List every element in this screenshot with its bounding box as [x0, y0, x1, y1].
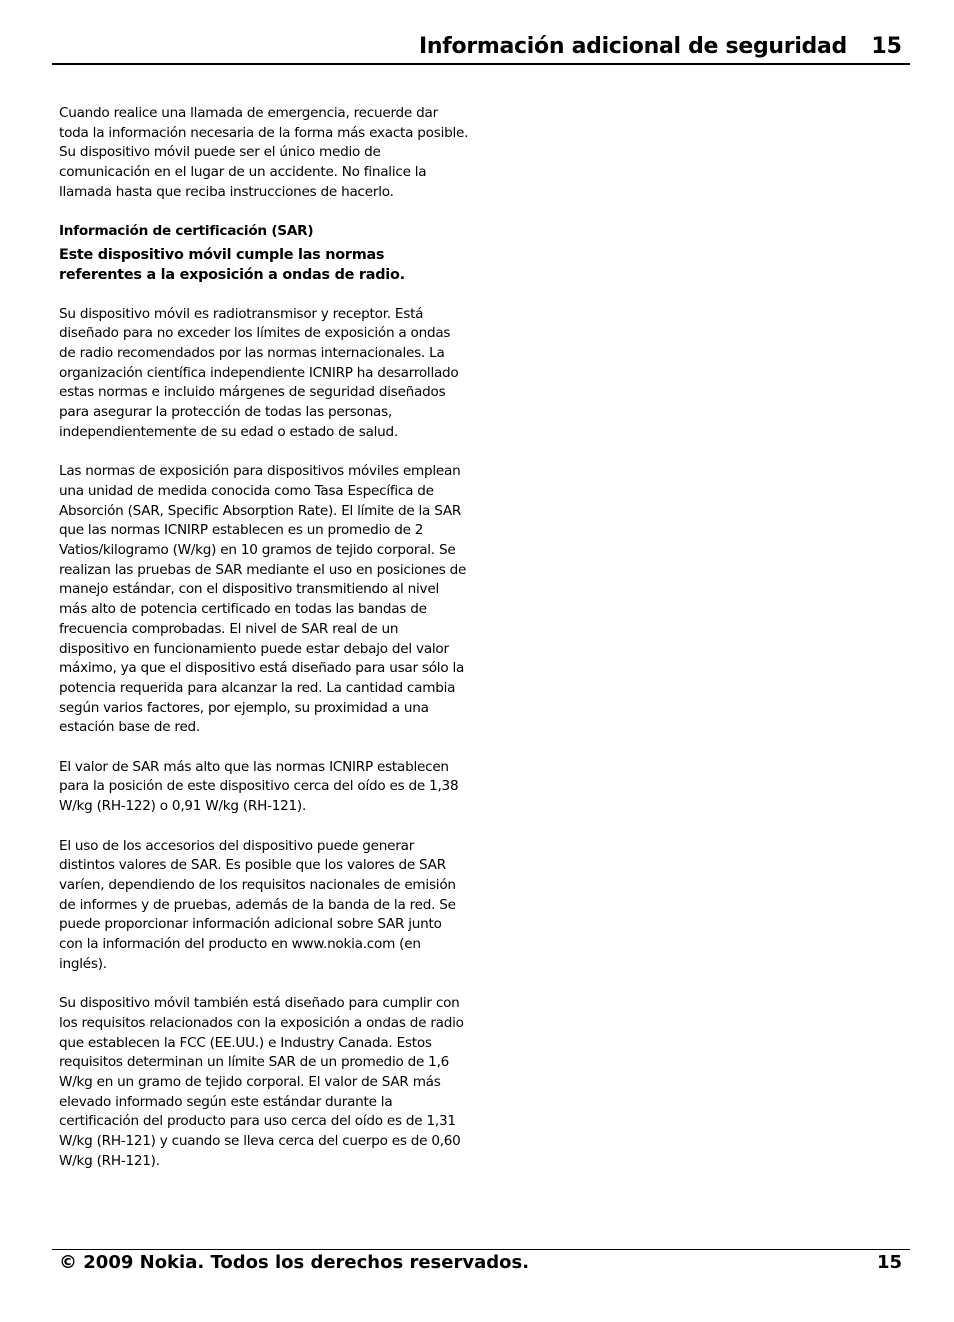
page-header-title: Información adicional de seguridad	[419, 34, 847, 59]
main-content	[59, 104, 469, 1171]
footer-page-number: 15	[876, 1252, 902, 1273]
body-paragraph: Su dispositivo móvil también está diseñado para cumplir con los requisitos relacionados con la exposición a ondas de radio que establecen la FCC (EE.UU.) e Industry Canada. Estos requisitos determinan un límite SAR de un promedio de 1,6 W/kg en un gramo de tejido corporal. El valor de SAR más elevado informado según este estándar durante la certificación del producto para uso cerca del oído es de 1,31 W/kg (RH-121) y cuando se lleva cerca del cuerpo es de 0,60 W/kg (RH-121).	[59, 995, 464, 1169]
section-heading: Información de certificación (SAR)	[59, 223, 314, 240]
body-paragraph: El uso de los accesorios del dispositivo puede generar distintos valores de SAR. Es posible que los valores de SAR varíen, dependiendo de los requisitos nacionales de emisión de informes y de pruebas, además de la banda de la red. Se puede proporcionar información adicional sobre SAR junto con la información del producto en www.nokia.com (en inglés).	[59, 837, 456, 972]
body-paragraph: Su dispositivo móvil es radiotransmisor y receptor. Está diseñado para no exceder los límites de exposición a ondas de radio recomendados por las normas internacionales. La organización científica independiente ICNIRP ha desarrollado estas normas e incluido márgenes de seguridad diseñados para asegurar la protección de todas las personas, independientemente de su edad o estado de salud.	[59, 305, 459, 440]
header-divider	[52, 63, 910, 65]
emergency-paragraph: Cuando realice una llamada de emergencia, recuerde dar toda la información necesaria de la forma más exacta posible. Su dispositivo móvil puede ser el único medio de comunicación en el lugar de un accidente. No finalice la llamada hasta que reciba instrucciones de hacerlo.	[59, 105, 469, 200]
section-subheading: Este dispositivo móvil cumple las normas referentes a la exposición a ondas de radio.	[59, 246, 405, 283]
header-page-number: 15	[871, 34, 902, 59]
body-paragraph: El valor de SAR más alto que las normas ICNIRP establecen para la posición de este dispositivo cerca del oído es de 1,38 W/kg (RH-122) o 0,91 W/kg (RH-121).	[59, 758, 459, 815]
footer-copyright: © 2009 Nokia. Todos los derechos reservados.	[59, 1252, 530, 1273]
footer-divider	[52, 1249, 910, 1250]
body-paragraph: Las normas de exposición para dispositivos móviles emplean una unidad de medida conocida como Tasa Específica de Absorción (SAR, Specific Absorption Rate). El límite de la SAR que las normas ICNIRP establecen es un promedio de 2 Vatios/kilogramo (W/kg) en 10 gramos de tejido corporal. Se realizan las pruebas de SAR mediante el uso en posiciones de manejo estándar, con el dispositivo transmitiendo al nivel más alto de potencia certificado en todas las bandas de frecuencia comprobadas. El nivel de SAR real de un dispositivo en funcionamiento puede estar debajo del valor máximo, ya que el dispositivo está diseñado para usar sólo la potencia requerida para alcanzar la red. La cantidad cambia según varios factores, por ejemplo, su proximidad a una estación base de red.	[59, 463, 467, 736]
